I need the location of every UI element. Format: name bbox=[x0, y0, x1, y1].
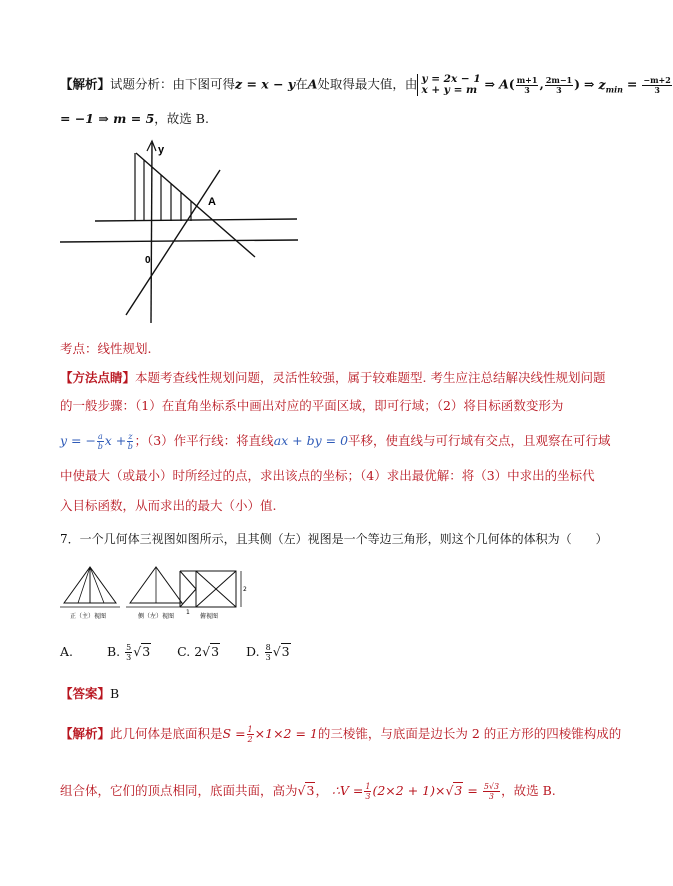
point-a-coord: A bbox=[499, 76, 509, 92]
frac-ay: $\frac{2m-1}{3}$ bbox=[545, 74, 573, 95]
method-text3a: ；（3）作平行线：将直线 bbox=[134, 433, 274, 448]
method-line3 bbox=[60, 432, 611, 451]
top-view-label: 俯视图 bbox=[200, 613, 219, 620]
graph-a-label: A bbox=[208, 196, 216, 208]
choices-row bbox=[60, 643, 291, 662]
method-line5: 入目标函数，从而求出的最大（小）值. bbox=[60, 498, 277, 513]
side-view bbox=[126, 567, 186, 620]
frac-ax: $\frac{m+1}{3}$ bbox=[516, 74, 538, 95]
choice-b[interactable]: B. $\frac{5}{3}$ √3 bbox=[106, 643, 151, 662]
volume-expr: ∴V = $\frac{1}{3}$ (2×2 + 1)×√3 = $\frac{5√3}{3}$ bbox=[331, 782, 500, 801]
kaodian: 考点：线性规划. bbox=[60, 341, 152, 356]
answer-line bbox=[60, 685, 119, 703]
analysis1-line2 bbox=[60, 110, 209, 128]
zmin: $z_{min}$ bbox=[598, 76, 623, 94]
question-7: 7．一个几何体三视图如图所示，且其侧（左）视图是一个等边三角形，则这个几何体的体积为（ ） bbox=[60, 532, 608, 546]
dim-1-label: 1 bbox=[186, 609, 190, 616]
analysis2-text2: 的三棱锥，与底面是边长为 2 的正方形的四棱锥构成的 bbox=[317, 726, 622, 741]
area-expr: S = $\frac{1}{2}$ ×1×2 = 1 bbox=[222, 725, 318, 744]
analysis-text3: 处取得最大值，由 bbox=[317, 76, 418, 92]
analysis-choice: ，故选 B. bbox=[154, 111, 209, 126]
graph-o-label: 0 bbox=[145, 255, 151, 266]
method-text1: 本题考查线性规划问题，灵活性较强，属于较难题型. 考生应注总结解决线性规划问题 bbox=[135, 370, 606, 385]
linear-programming-graph bbox=[60, 135, 310, 325]
analysis-tag: 【解析】 bbox=[60, 76, 111, 92]
three-views-figure bbox=[60, 563, 260, 625]
analysis2-tag: 【解析】 bbox=[60, 726, 111, 741]
analysis2-line2: 组合体，它们的顶点相同，底面共面，高为√3， ∴V = $\frac{1}{3}$ (2×2 + 1)×√3 = $\frac{5√3}{3}$ ，故选 B. bbox=[60, 782, 556, 801]
graph-y-label: y bbox=[158, 144, 165, 156]
method-text3b: 平移，使直线与可行域有交点，且观察在可行域 bbox=[348, 433, 611, 448]
front-view bbox=[60, 567, 120, 620]
answer-value: B bbox=[110, 686, 120, 701]
implies-2: ⇒ bbox=[584, 76, 595, 92]
method-line4: 中使最大（或最小）时所经过的点，求出该点的坐标；（4）求出最优解：将（3）中求出的坐标代 bbox=[60, 468, 595, 483]
analysis2-text3: 组合体，它们的顶点相同，底面共面，高为 bbox=[60, 783, 298, 798]
top-view bbox=[180, 571, 247, 620]
method-line1 bbox=[60, 369, 605, 387]
x-axis bbox=[60, 240, 298, 242]
analysis2-line1 bbox=[60, 725, 621, 744]
analysis1-line1: 【解析】试题分析：由下图可得z = x − y在A处取得最大值，由 y = 2x − 1 x + y = m ⇒ A( $\frac{m+1}{3}$ , $\frac{2m-1}{3}$ ) ⇒ $z_{min}$ = $\frac{-m+2}{3}$ bbox=[60, 73, 671, 96]
side-view-label: 侧（左）视图 bbox=[138, 613, 175, 620]
analysis-text: 试题分析：由下图可得 bbox=[110, 76, 236, 92]
analysis-result: = −1 ⇒ m = 5 bbox=[60, 111, 155, 126]
choice-a[interactable]: A. bbox=[60, 644, 74, 659]
answer-tag: 【答案】 bbox=[60, 686, 111, 701]
horizontal-boundary bbox=[95, 219, 297, 221]
analysis2-text1: 此几何体是底面积是 bbox=[110, 726, 223, 741]
analysis2-choice: ，故选 B. bbox=[501, 783, 556, 798]
line-y-2x-1 bbox=[126, 170, 220, 315]
dim-2-label: 2 bbox=[243, 586, 247, 593]
objective-expr: z = x − y bbox=[235, 76, 296, 92]
analysis-text2: 在 bbox=[295, 76, 308, 92]
method-line2: 的一般步骤：（1）在直角坐标系中画出对应的平面区域，即可行域；（2）将目标函数变形为 bbox=[60, 398, 564, 413]
line-expr: ax + by = 0 bbox=[273, 433, 349, 448]
formula-y: y = − $\frac{a}{b}$ x + $\frac{z}{b}$ bbox=[60, 432, 133, 451]
choice-d[interactable]: D. $\frac{8}{3}$ √3 bbox=[246, 643, 290, 662]
method-tag: 【方法点睛】 bbox=[60, 370, 136, 385]
point-a: A bbox=[307, 76, 318, 92]
height-value: 3 bbox=[306, 783, 315, 798]
front-view-label: 正（主）视图 bbox=[70, 613, 107, 620]
implies-1: ⇒ bbox=[484, 76, 496, 92]
equation-system: y = 2x − 1 x + y = m bbox=[417, 74, 480, 96]
y-axis bbox=[151, 143, 152, 323]
choice-c[interactable]: C. 2√3 bbox=[177, 644, 220, 659]
frac-zmin: $\frac{-m+2}{3}$ bbox=[643, 74, 671, 95]
